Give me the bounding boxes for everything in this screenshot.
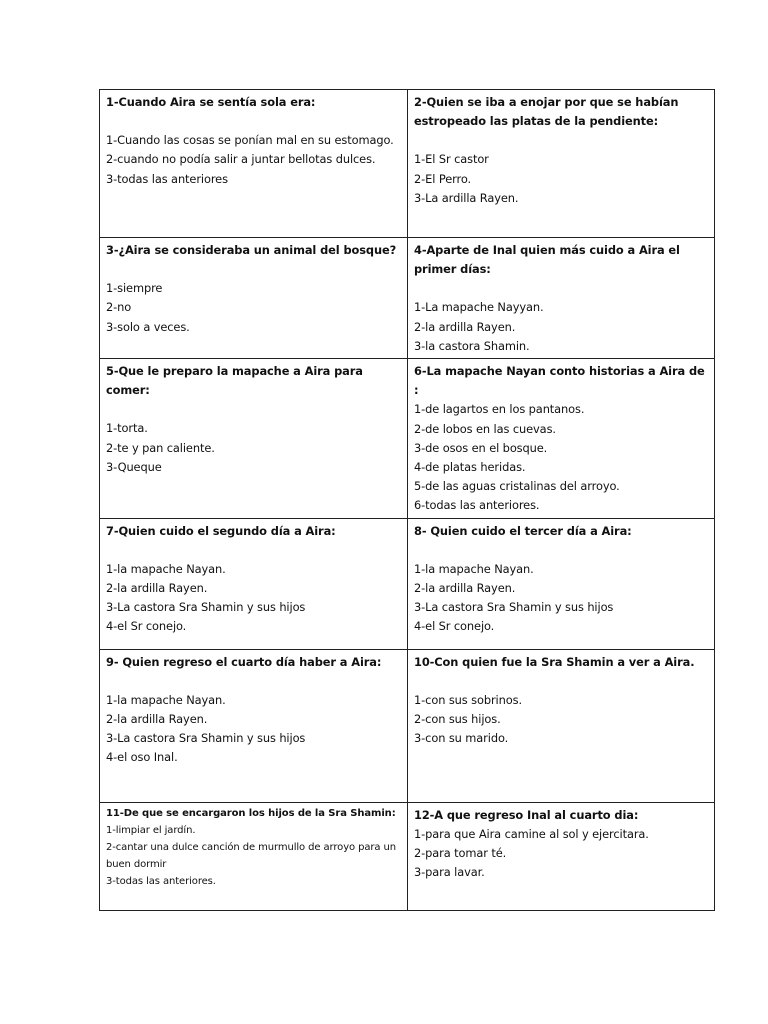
options-list [106, 279, 401, 337]
option: 2-cantar una dulce canción de murmullo de arroyo para un buen dormir [106, 841, 396, 870]
question-cell-9 [100, 649, 408, 802]
option: 1-para que Aira camine al sol y ejercitara. [414, 826, 649, 841]
question-cell-8 [408, 518, 715, 649]
option: 2-te y pan caliente. [106, 440, 215, 455]
option: 1-torta. [106, 421, 148, 436]
option: 2-la ardilla Rayen. [414, 319, 516, 334]
question-cell-5 [100, 359, 408, 519]
options-list [414, 400, 708, 515]
option: 3-Queque [106, 459, 162, 474]
option: 3-La castora Sra Shamin y sus hijos [106, 731, 306, 746]
table-row [100, 359, 715, 519]
quiz-table [99, 89, 715, 911]
question-cell-10 [408, 649, 715, 802]
question-text: 1-Cuando Aira se sentía sola era: [106, 95, 316, 109]
option: 3-La castora Sra Shamin y sus hijos [414, 600, 614, 615]
option: 5-de las aguas cristalinas del arroyo. [414, 479, 620, 494]
option: 3-solo a veces. [106, 319, 190, 334]
option: 3-La ardilla Rayen. [414, 190, 519, 205]
options-list [106, 691, 401, 768]
option: 1-de lagartos en los pantanos. [414, 402, 585, 417]
options-list [414, 298, 708, 356]
option: 3-todas las anteriores [106, 171, 228, 186]
option: 3-para lavar. [414, 865, 485, 880]
option: 3-todas las anteriores. [106, 875, 216, 887]
table-row [100, 238, 715, 359]
question-text: 7-Quien cuido el segundo día a Aira: [106, 523, 336, 538]
question-text: 2-Quien se iba a enojar por que se habían estropeado las platas de la pendiente: [414, 95, 679, 129]
option: 3-de osos en el bosque. [414, 440, 548, 455]
options-list [106, 822, 401, 890]
question-text: 9- Quien regreso el cuarto día haber a Aira: [106, 654, 382, 669]
option: 2-la ardilla Rayen. [106, 581, 208, 596]
options-list [414, 150, 708, 208]
options-list [106, 131, 401, 189]
option: 1-Cuando las cosas se ponían mal en su estomago. [106, 133, 394, 148]
option: 2-no [106, 300, 132, 315]
options-list [414, 825, 708, 883]
option: 3-con su marido. [414, 731, 509, 746]
option: 4-el oso Inal. [106, 750, 178, 765]
option: 3-la castora Shamin. [414, 338, 530, 353]
options-list [414, 691, 708, 749]
question-text: 5-Que le preparo la mapache a Aira para comer: [106, 364, 363, 398]
option: 1-la mapache Nayan. [414, 561, 534, 576]
table-row [100, 90, 715, 238]
question-text: 12-A que regreso Inal al cuarto dia: [414, 807, 639, 822]
table-row [100, 649, 715, 802]
option: 1-con sus sobrinos. [414, 692, 522, 707]
option: 6-todas las anteriores. [414, 498, 540, 513]
option: 3-La castora Sra Shamin y sus hijos [106, 600, 306, 615]
question-text: 10-Con quien fue la Sra Shamin a ver a Aira. [414, 654, 695, 669]
option: 4-el Sr conejo. [414, 619, 495, 634]
option: 2-El Perro. [414, 171, 472, 186]
option: 1-la mapache Nayan. [106, 561, 226, 576]
question-cell-6 [408, 359, 715, 519]
option: 1-La mapache Nayyan. [414, 300, 544, 315]
option: 2-la ardilla Rayen. [414, 581, 516, 596]
option: 1-El Sr castor [414, 152, 489, 167]
table-row [100, 802, 715, 910]
options-list [106, 419, 401, 477]
option: 1-la mapache Nayan. [106, 692, 226, 707]
question-cell-4 [408, 238, 715, 359]
option: 4-de platas heridas. [414, 460, 526, 475]
option: 1-limpiar el jardín. [106, 824, 196, 836]
option: 2-de lobos en las cuevas. [414, 421, 556, 436]
question-text: 8- Quien cuido el tercer día a Aira: [414, 523, 632, 538]
question-text: 3-¿Aira se consideraba un animal del bosque? [106, 243, 397, 257]
option: 2-con sus hijos. [414, 712, 501, 727]
question-cell-1 [100, 90, 408, 238]
option: 2-para tomar té. [414, 846, 507, 861]
options-list [106, 560, 401, 637]
question-text: 4-Aparte de Inal quien más cuido a Aira el primer días: [414, 243, 680, 277]
option: 4-el Sr conejo. [106, 619, 187, 634]
option: 2-cuando no podía salir a juntar bellotas dulces. [106, 152, 376, 167]
question-cell-3 [100, 238, 408, 359]
question-text: 6-La mapache Nayan conto historias a Aira de : [414, 364, 705, 398]
option: 1-siempre [106, 281, 163, 296]
question-cell-11 [100, 802, 408, 910]
question-cell-7 [100, 518, 408, 649]
question-cell-12 [408, 802, 715, 910]
question-text: 11-De que se encargaron los hijos de la Sra Shamin: [106, 807, 396, 819]
table-row [100, 518, 715, 649]
question-cell-2 [408, 90, 715, 238]
options-list [414, 560, 708, 637]
option: 2-la ardilla Rayen. [106, 712, 208, 727]
